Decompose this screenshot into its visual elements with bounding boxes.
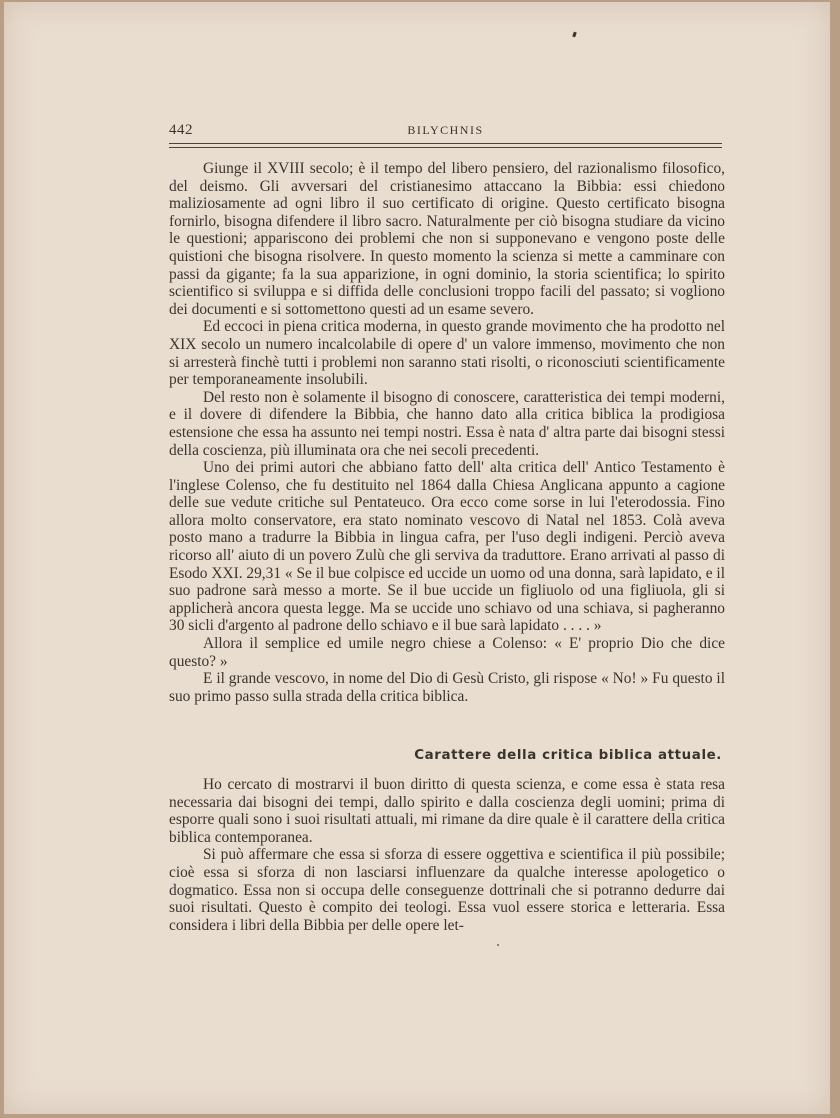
section-heading: Carattere della critica biblica attuale. bbox=[414, 748, 722, 763]
section-body-text bbox=[169, 776, 725, 934]
paragraph: Si può affermare che essa si sforza di essere oggettiva e scientifica il più possibile; cioè essa si sforza di non lasciarsi influenzare da qualche interesse apologetico o dogmatico. Essa non si occupa delle conseguenze dottrinali che si potranno dedurre dai suoi risultati. Questo è compito dei teologi. Essa vuol essere storica e letteraria. Essa considera i libri della Bibbia per delle opere let- bbox=[169, 846, 725, 934]
paragraph: E il grande vescovo, in nome del Dio di Gesù Cristo, gli rispose « No! » Fu questo il suo primo passo sulla strada della critica biblica. bbox=[169, 670, 725, 705]
ink-mark bbox=[572, 32, 577, 38]
running-title: BILYCHNIS bbox=[407, 123, 484, 137]
paragraph: Allora il semplice ed umile negro chiese a Colenso: « E' proprio Dio che dice questo? » bbox=[169, 635, 725, 670]
paragraph: Ho cercato di mostrarvi il buon diritto di questa scienza, e come essa è stata resa necessaria dai bisogni dei tempi, dallo spirito e dalla coscienza degli uomini; prima di esporre quali sono i suoi risultati attuali, mi rimane da dire quale è il carattere della critica biblica contemporanea. bbox=[169, 776, 725, 846]
body-text bbox=[169, 160, 725, 705]
page-number: 442 bbox=[169, 122, 193, 138]
paragraph: Ed eccoci in piena critica moderna, in questo grande movimento che ha prodotto nel XIX secolo un numero incalcolabile di opere d' un valore immenso, movimento che non si arresterà finchè tutti i problemi non saranno stati risolti, o riconosciuti scientificamente per temporaneamente insolubili. bbox=[169, 318, 725, 389]
paragraph: Giunge il XVIII secolo; è il tempo del libero pensiero, del razionalismo filosofico, del deismo. Gli avversari del cristianesimo attaccano la Bibbia: essi chiedono maliziosamente ad ogni libro il suo certificato di origine. Questo certificato bisogna fornirlo, bisogna difendere il libro sacro. Naturalmente per ciò bisogna studiare da vicino le questioni; appariscono dei problemi che non si supponevano e vengono poste delle quistioni che bisogna risolvere. In questo momento la scienza si mette a camminare con passi da gigante; fa la sua apparizione, in ogni dominio, la storia scientifica; lo spirito scientifico si sviluppa e si diffida delle conclusioni troppo facili del passato; si vogliono dei documenti e si sottomettono questi ad un esame severo. bbox=[169, 160, 725, 318]
paragraph: Uno dei primi autori che abbiano fatto dell' alta critica dell' Antico Testamento è l'inglese Colenso, che fu destituito nel 1864 dalla Chiesa Anglicana appunto a cagione delle sue vedute critiche sul Pentateuco. Ora ecco come sorse in lui l'eterodossia. Fino allora molto conservatore, era stato nominato vescovo di Natal nel 1853. Colà aveva posto mano a tradurre la Bibbia in lingua cafra, per l'uso degli indigeni. Perciò aveva ricorso all' aiuto di un povero Zulù che gli serviva da traduttore. Erano arrivati al passo di Esodo XXI. 29,31 « Se il bue colpisce ed uccide un uomo od una donna, sarà lapidato, e il suo padrone sarà messo a morte. Se il bue uccide un figliuolo od una figliuola, gli si applicherà ancora questa legge. Ma se uccide uno schiavo od una schiava, si pagheranno 30 sicli d'argento al padrone dello schiavo e il bue sarà lapidato . . . . » bbox=[169, 459, 725, 635]
paragraph: Del resto non è solamente il bisogno di conoscere, caratteristica dei tempi moderni, e il dovere di difendere la Bibbia, che hanno dato alla critica biblica la prodigiosa estensione che essa ha assunto nei tempi nostri. Essa è nata d' altra parte dai bisogni stessi della coscienza, più illuminata ora che nei secoli precedenti. bbox=[169, 388, 725, 459]
page-speck bbox=[497, 944, 499, 946]
page-header bbox=[169, 122, 722, 140]
header-rule bbox=[169, 143, 722, 144]
header-rule-double bbox=[169, 147, 722, 148]
